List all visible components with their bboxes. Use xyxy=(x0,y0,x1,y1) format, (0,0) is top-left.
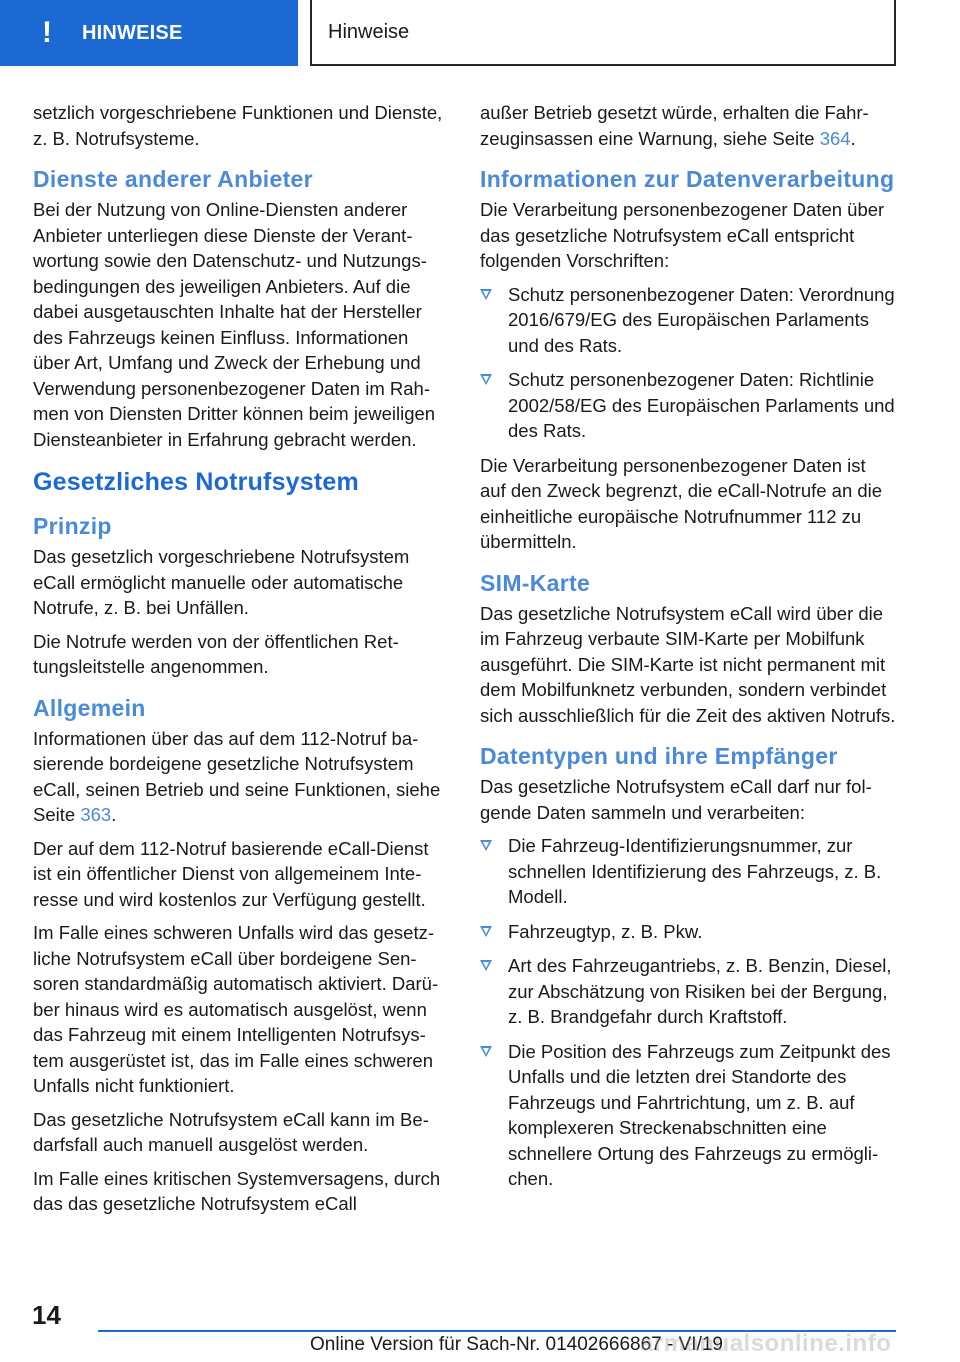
bullet-list xyxy=(480,282,896,444)
chapter-tab[interactable] xyxy=(0,0,298,66)
heading-allgemein: Allgemein xyxy=(33,694,146,721)
chapter-tab-label: HINWEISE xyxy=(82,21,183,44)
page-link-363[interactable]: 363 xyxy=(80,804,112,825)
list-item-text: Schutz personenbezogener Daten: Verordnung 2016/679/EG des Europäischen Parlaments und des Rats. xyxy=(508,283,895,356)
list-item xyxy=(480,282,896,359)
text: außer Betrieb gesetzt würde, erhalten die Fahrzeuginsassen eine Warnung, siehe Seite xyxy=(480,102,869,149)
paragraph: setzlich vorgeschriebene Funktionen und Dienste, z. B. Notrufsysteme. xyxy=(33,102,443,149)
paragraph: Bei der Nutzung von Online-Diensten anderer Anbieter unterliegen diese Dienste der Verantwortung sowie den Datenschutz- und Nutzungsbedingungen des jeweiligen Anbieters. Auf die dabei ausgetauschten Inhalte hat der Hersteller des Fahrzeugs keinen Einfluss. Informationen über Art, Umfang und Zweck der Erhebung und Verwendung personenbezogener Daten im Rahmen von Diensten Dritter können beim jeweiligen Diensteanbieter in Erfahrung gebracht werden. xyxy=(33,199,436,450)
heading-sim-karte: SIM-Karte xyxy=(480,569,591,596)
text: . xyxy=(850,127,856,149)
heading-dienste-anderer-anbieter: Dienste anderer Anbieter xyxy=(33,166,313,192)
list-item-text: Schutz personenbezogener Daten: Richtlinie 2002/58/EG des Europäischen Parlaments und des Rats. xyxy=(508,369,895,441)
triangle-bullet-icon xyxy=(480,289,492,300)
triangle-bullet-icon xyxy=(480,840,492,851)
triangle-bullet-icon xyxy=(480,960,492,971)
paragraph: Die Notrufe werden von der öffentlichen Rettungsleitstelle angenommen. xyxy=(33,630,399,677)
paragraph: Im Falle eines schweren Unfalls wird das gesetzliche Notrufsystem eCall über bordeigene Sensoren standardmäßig automatisch aktiviert. Darüber hinaus wird es automatisch ausgelöst, wenn das Fahrzeug mit einem Intelligenten Notrufsystem ausgerüstet ist, das im Falle eines schweren Unfalls nicht funktioniert. xyxy=(33,922,439,1096)
list-item-text: Die Position des Fahrzeugs zum Zeitpunkt des Unfalls und die letzten drei Standorte des Fahrzeugs und Fahrtrichtung, um z. B. auf komplexeren Streckenabschnitten eine schnellere Ortung des Fahrzeugs zu ermöglichen. xyxy=(508,1040,891,1189)
triangle-bullet-icon xyxy=(480,926,492,937)
list-item xyxy=(480,1039,896,1192)
page-link-364[interactable]: 364 xyxy=(819,127,851,149)
triangle-bullet-icon xyxy=(480,1046,492,1057)
bullet-list xyxy=(480,833,896,1192)
paragraph: Das gesetzliche Notrufsystem eCall kann im Bedarfsfall auch manuell ausgelöst werden. xyxy=(33,1108,429,1155)
text: Informationen über das auf dem 112-Notruf basierende bordeigene gesetzliche Notrufsystem eCall, seinen Betrieb und seine Funktionen, siehe Seite xyxy=(33,727,441,825)
list-item-text: Fahrzeugtyp, z. B. Pkw. xyxy=(508,920,703,942)
list-item xyxy=(480,833,896,910)
paragraph xyxy=(33,726,449,828)
right-column xyxy=(480,100,896,1201)
left-column xyxy=(33,100,449,1225)
list-item xyxy=(480,919,896,945)
section-title: Hinweise xyxy=(328,20,410,43)
section-header xyxy=(310,0,896,66)
paragraph: Im Falle eines kritischen Systemversagens, durch das das gesetzliche Notrufsystem eCall xyxy=(33,1167,441,1214)
list-item xyxy=(480,367,896,444)
paragraph: Die Verarbeitung personenbezogener Daten ist auf den Zweck begrenzt, die eCall-Notrufe an die einheitliche europäische Notrufnummer 112 zu übermitteln. xyxy=(480,454,883,552)
page-number: 14 xyxy=(32,1300,61,1330)
paragraph: Der auf dem 112-Notruf basierende eCall-Dienst ist ein öffentlicher Dienst von allgemeinem Interesse und wird kostenlos zur Verfügung gestellt. xyxy=(33,837,429,910)
paragraph: Das gesetzliche Notrufsystem eCall wird über die im Fahrzeug verbaute SIM-Karte per Mobilfunk ausgeführt. Die SIM-Karte ist nicht permanent mit dem Mobilfunknetz verbunden, sondern verbindet sich ausschließlich für die Zeit des aktiven Notrufs. xyxy=(480,602,896,726)
paragraph: Das gesetzliche Notrufsystem eCall darf nur folgende Daten sammeln und verarbeiten: xyxy=(480,776,872,823)
heading-datentypen: Datentypen und ihre Empfänger xyxy=(480,743,838,769)
triangle-bullet-icon xyxy=(480,374,492,385)
paragraph: Die Verarbeitung personenbezogener Daten über das gesetzliche Notrufsystem eCall entspricht folgenden Vorschriften: xyxy=(480,199,885,271)
watermark: armanualsonline.info xyxy=(640,1330,892,1357)
heading-gesetzliches-notrufsystem: Gesetzliches Notrufsystem xyxy=(33,468,359,496)
list-item xyxy=(480,953,896,1030)
list-item-text: Die Fahrzeug-Identifizierungsnummer, zur schnellen Identifizierung des Fahrzeugs, z. B. Modell. xyxy=(508,835,882,907)
paragraph: Das gesetzlich vorgeschriebene Notrufsystem eCall ermöglicht manuelle oder automatische Notrufe, z. B. bei Unfällen. xyxy=(33,546,410,618)
heading-prinzip: Prinzip xyxy=(33,513,112,539)
text: . xyxy=(111,804,117,825)
heading-datenverarbeitung: Informationen zur Datenverarbeitung xyxy=(480,166,895,192)
exclamation-icon: ! xyxy=(42,16,52,49)
online-version-note: Online Version für Sach-Nr. 01402666867 - VI/19 xyxy=(310,1334,723,1355)
paragraph xyxy=(480,100,896,151)
list-item-text: Art des Fahrzeugantriebs, z. B. Benzin, Diesel, zur Abschätzung von Risiken bei der Bergung, z. B. Brandgefahr durch Kraftstoff. xyxy=(508,955,892,1027)
